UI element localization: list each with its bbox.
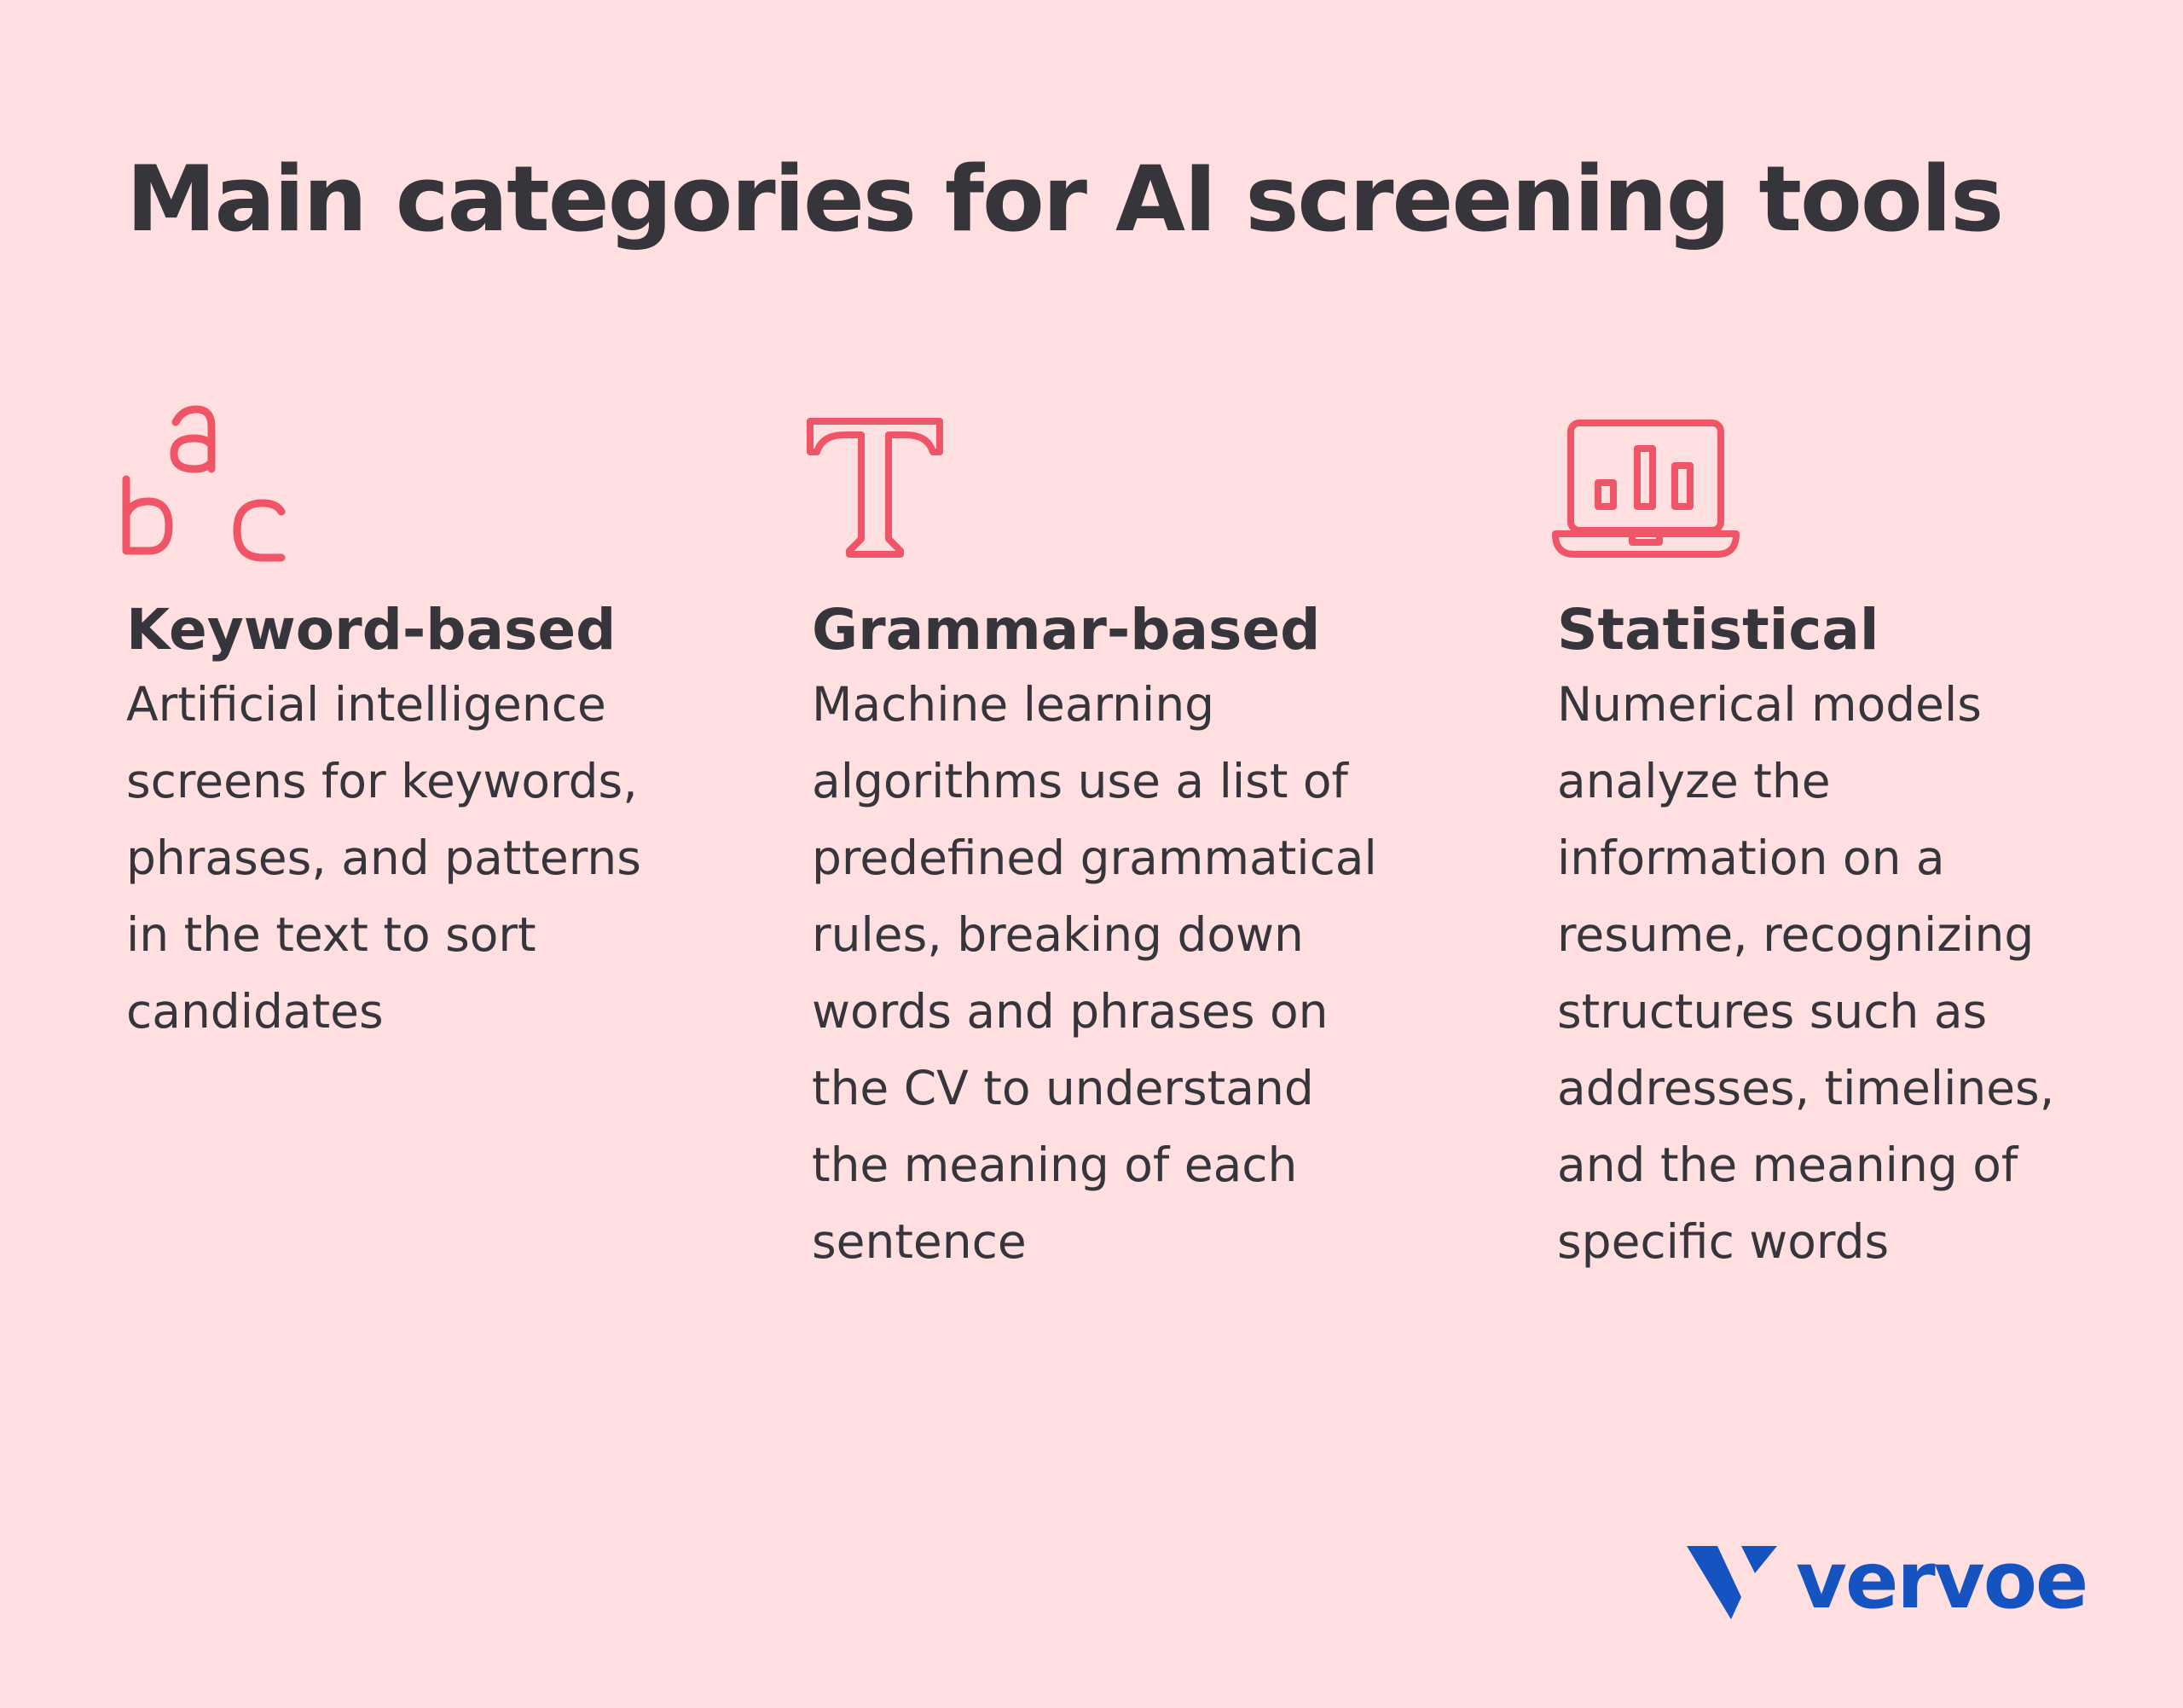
description-line: specific words [1557, 1213, 1890, 1269]
category-heading: Keyword-based [126, 597, 617, 663]
vervoe-logo [1687, 1535, 2087, 1626]
description-line: screens for keywords, [126, 753, 638, 808]
description-line: structures such as [1557, 983, 1988, 1039]
category-heading: Grammar-based [812, 597, 1321, 663]
category-heading: Statistical [1557, 597, 1879, 663]
description-line: and the meaning of [1557, 1137, 2018, 1192]
typography-t-icon [807, 401, 1472, 563]
category-description [807, 666, 1472, 1280]
description-line: candidates [126, 983, 384, 1039]
description-line: addresses, timelines, [1557, 1060, 2055, 1115]
description-line: Machine learning [812, 676, 1215, 732]
description-line: in the text to sort [126, 906, 536, 962]
description-line: words and phrases on [812, 983, 1329, 1039]
description-line: the meaning of each [812, 1137, 1298, 1192]
letters-abc-icon [121, 401, 718, 563]
description-line: the CV to understand [812, 1060, 1314, 1115]
description-line: rules, breaking down [812, 906, 1304, 962]
category-keyword-based [121, 401, 718, 1050]
description-line: resume, recognizing [1557, 906, 2035, 962]
description-line: predefined grammatical [812, 830, 1377, 885]
vervoe-v-icon [1687, 1543, 1777, 1619]
logo-text: vervoe [1796, 1535, 2087, 1626]
description-line: Numerical models [1557, 676, 1982, 732]
description-line: information on a [1557, 830, 1945, 885]
description-line: phrases, and patterns [126, 830, 641, 885]
page-title: Main categories for AI screening tools [126, 147, 2003, 252]
description-line: algorithms use a list of [812, 753, 1348, 808]
category-description [121, 666, 718, 1050]
category-description [1552, 666, 2115, 1280]
category-grammar-based [807, 401, 1472, 1280]
category-statistical [1552, 401, 2115, 1280]
description-line: Artificial intelligence [126, 676, 606, 732]
description-line: sentence [812, 1213, 1027, 1269]
laptop-bar-chart-icon [1552, 401, 2115, 563]
description-line: analyze the [1557, 753, 1831, 808]
